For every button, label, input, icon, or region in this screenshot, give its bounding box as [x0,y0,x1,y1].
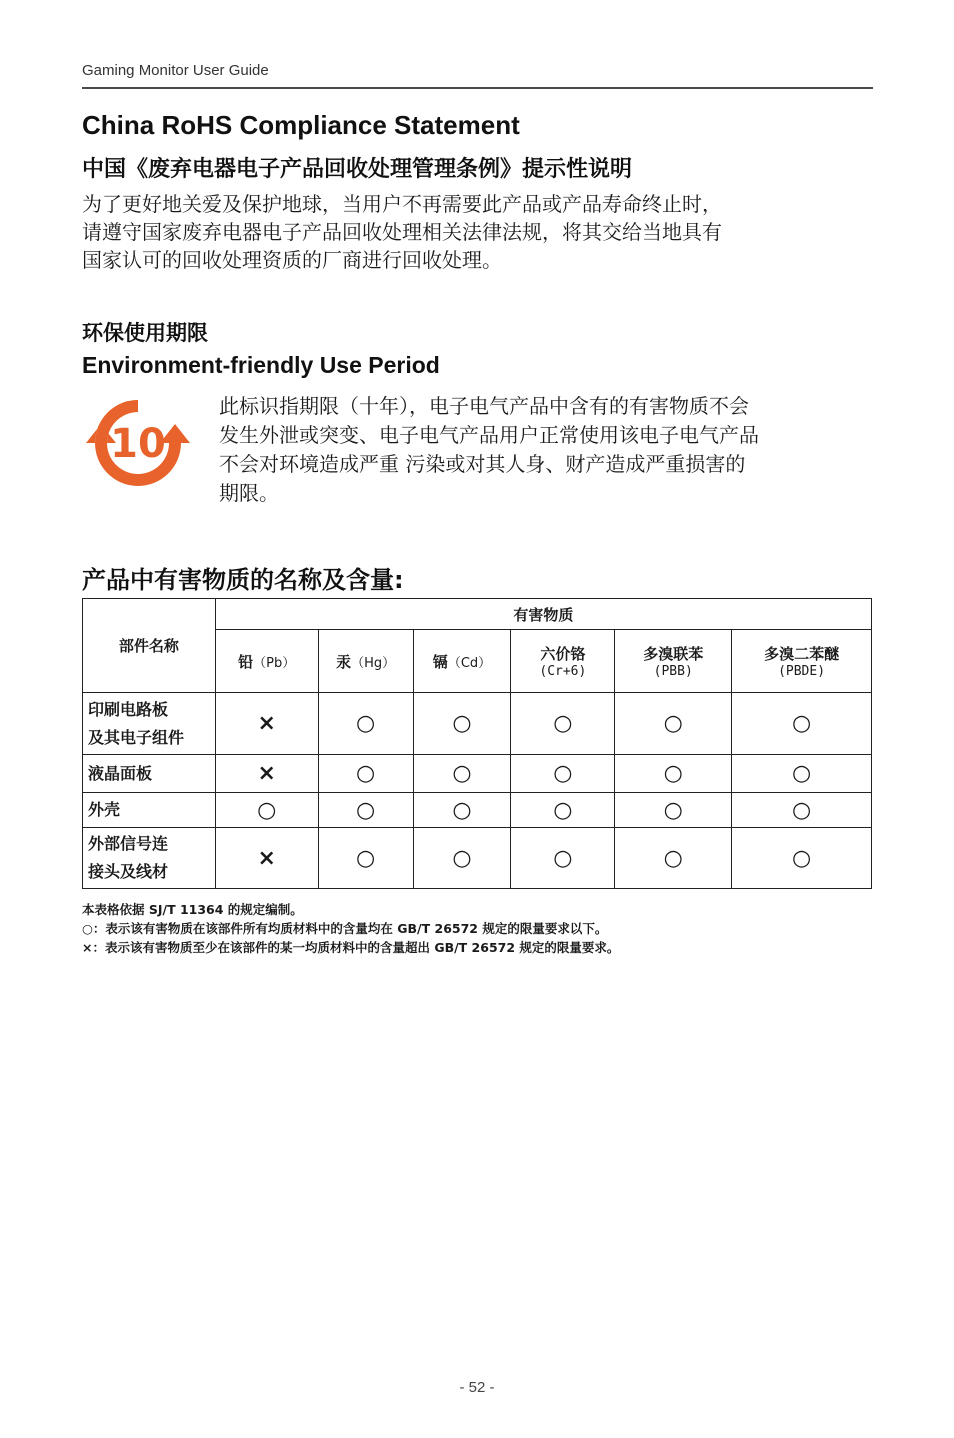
table-row [83,693,872,755]
page-title: China RoHS Compliance Statement [82,110,520,140]
mark-cell: ○ [413,793,511,828]
part-name-cell: 印刷电路板 及其电子组件 [83,693,216,755]
mark-cell: ○ [732,755,872,793]
table-notes [82,900,619,957]
intro-line: 请遵守国家废弃电器电子产品回收处理相关法律法规，将其交给当地具有 [82,220,722,244]
mark-cell: ○ [318,693,413,755]
part-name-cell: 外壳 [83,793,216,828]
intro-line: 国家认可的回收处理资质的厂商进行回收处理。 [82,248,502,272]
mark-cell: × [215,828,318,889]
substance-header: 汞（Hg） [318,630,413,693]
mark-cell: × [215,755,318,793]
intro-paragraph [82,190,872,274]
table-row [83,755,872,793]
mark-cell: ○ [511,693,615,755]
mark-cell: ○ [318,828,413,889]
substance-header: 多溴二苯醚 (PBDE) [732,630,872,693]
part-name-cell: 液晶面板 [83,755,216,793]
page-number: - 52 - [459,1379,495,1396]
epup-line: 期限。 [219,481,279,505]
hazard-table-title: 产品中有害物质的名称及含量: [82,566,404,594]
header-divider [82,87,873,89]
mark-cell: ○ [732,828,872,889]
mark-cell: ○ [413,693,511,755]
hazardous-group-header: 有害物质 [215,599,871,630]
epup-heading-en: Environment-friendly Use Period [82,352,440,378]
epup-line: 此标识指期限（十年），电子电气产品中含有的有害物质不会 [219,394,749,418]
hazardous-substances-table [82,598,872,889]
note-line: ×：表示该有害物质至少在该部件的某一均质材料中的含量超出 GB/T 26572 规定的限量要求。 [82,940,620,955]
epup-10-year-logo [80,394,196,492]
page-subtitle-cn: 中国《废弃电器电子产品回收处理管理条例》提示性说明 [82,157,633,182]
table-row [83,793,872,828]
mark-cell: ○ [318,793,413,828]
mark-cell: ○ [615,693,732,755]
mark-cell: ○ [215,793,318,828]
mark-cell: ○ [732,693,872,755]
epup-heading-cn: 环保使用期限 [82,321,208,345]
mark-cell: ○ [615,828,732,889]
epup-line: 不会对环境造成严重 污染或对其人身、财产造成严重损害的 [219,452,746,476]
running-header: Gaming Monitor User Guide [82,62,269,79]
note-line: ○：表示该有害物质在该部件所有均质材料中的含量均在 GB/T 26572 规定的限量要求以下。 [82,921,608,936]
substance-header: 铅（Pb） [215,630,318,693]
epup-logo-number: 10 [110,421,166,467]
mark-cell: ○ [511,793,615,828]
note-line: 本表格依据 SJ/T 11364 的规定编制。 [82,902,303,917]
epup-line: 发生外泄或突变、电子电气产品用户正常使用该电子电气产品 [219,423,759,447]
part-name-cell: 外部信号连 接头及线材 [83,828,216,889]
intro-line: 为了更好地关爱及保护地球，当用户不再需要此产品或产品寿命终止时， [82,192,722,216]
epup-description [219,392,879,508]
table-row [83,828,872,889]
substance-header: 六价铬 (Cr+6) [511,630,615,693]
mark-cell: ○ [318,755,413,793]
mark-cell: × [215,693,318,755]
mark-cell: ○ [732,793,872,828]
part-name-header: 部件名称 [83,599,216,693]
mark-cell: ○ [511,828,615,889]
substance-header: 多溴联苯 (PBB) [615,630,732,693]
mark-cell: ○ [511,755,615,793]
mark-cell: ○ [413,755,511,793]
mark-cell: ○ [615,755,732,793]
substance-header: 镉（Cd） [413,630,511,693]
mark-cell: ○ [413,828,511,889]
mark-cell: ○ [615,793,732,828]
